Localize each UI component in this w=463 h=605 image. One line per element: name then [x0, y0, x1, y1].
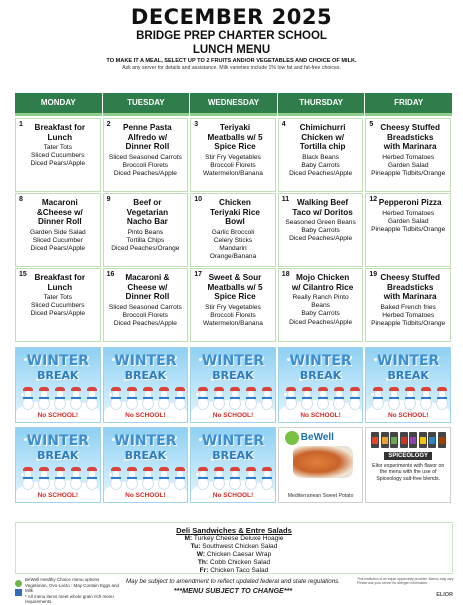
amendment-note: May be subject to amendment to reflect updated federal and state regulations.: [126, 578, 340, 585]
spice-jar-icon: [381, 432, 389, 448]
side-item: Sliced Seasoned Carrots: [108, 153, 182, 161]
no-school-label: No SCHOOL!: [125, 412, 166, 419]
side-item: Baby Carrots: [301, 161, 340, 169]
spice-jar-icon: [438, 432, 446, 448]
side-item: Tater Tots: [43, 294, 73, 301]
snowman-icon: [86, 390, 98, 412]
entree-name: Cheesy Stuffed Breadsticks with Marinara: [380, 123, 440, 151]
entree-name: Beef or Vegetarian Nacho Bar: [126, 198, 169, 226]
winter-title: WINTER: [114, 433, 177, 449]
snowman-icon: [285, 390, 297, 412]
snowman-icon: [126, 390, 138, 412]
bewell-promo: [278, 427, 364, 503]
side-item: Diced Peaches/Apple: [113, 169, 177, 177]
break-title: BREAK: [124, 369, 167, 382]
date-number: 5: [369, 121, 374, 128]
spiceology-promo: [365, 427, 451, 503]
entree-name: Teriyaki Meatballs w/ 5 Spice Rice: [207, 123, 263, 151]
snowman-icon: [22, 470, 34, 492]
side-item: Diced Peaches/Apple: [289, 169, 353, 177]
snowman-icon: [158, 390, 170, 412]
side-item: Celery Sticks: [213, 236, 253, 244]
deli-section: [15, 522, 453, 574]
side-item: Seasoned Green Beans: [285, 219, 356, 226]
entree-name: Breakfast for Lunch: [34, 123, 86, 142]
no-school-label: No SCHOOL!: [212, 492, 254, 499]
menu-calendar: [15, 93, 453, 525]
meal-details: [104, 198, 188, 253]
footer-legend: [25, 577, 125, 605]
meal-details: [191, 198, 275, 261]
day-cell: [278, 268, 364, 342]
spice-jar-icon: [428, 432, 436, 448]
page-title: DECEMBER 2025: [130, 5, 333, 29]
winter-break-tile: [365, 347, 451, 423]
legend-bewell: BeWell Healthy Choice menu options: [25, 577, 100, 582]
deli-row: [16, 535, 452, 543]
winter-break-tile: [15, 427, 101, 503]
elior-logo: ELIOR: [436, 592, 453, 598]
meal-details: [191, 123, 275, 178]
no-school-label: No SCHOOL!: [37, 412, 79, 419]
snowman-icon: [38, 470, 50, 492]
winter-title: WINTER: [377, 353, 440, 369]
snowman-icon: [142, 470, 154, 492]
side-item: Sliced Seasoned Carrots: [108, 303, 182, 311]
menu-type: LUNCH MENU: [192, 44, 271, 56]
day-cell: [365, 118, 451, 192]
day-cell: [103, 118, 189, 192]
side-item: Herbed Tomatoes: [382, 311, 435, 319]
winter-title: WINTER: [289, 353, 352, 369]
entree-name: Sweet & Sour Meatballs w/ 5 Spice Rice: [207, 273, 263, 301]
entree-name: Mojo Chicken w/ Cilantro Rice: [291, 273, 354, 292]
meal-details: [279, 273, 363, 327]
spice-jar-icon: [409, 432, 417, 448]
winter-break-tile: [15, 347, 101, 423]
side-item: Mandarin Orange/Banana: [209, 244, 257, 261]
deli-row: [16, 559, 452, 567]
entree-name: Walking Beef Taco w/ Doritos: [292, 198, 353, 217]
day-header-monday: MONDAY: [15, 93, 102, 113]
meal-details: [279, 123, 363, 178]
side-item: Broccoli Florets: [122, 311, 169, 319]
legend-wholegrain: * All menu items meet whole grain rich menu requirements.: [25, 593, 114, 604]
deli-day: W:: [196, 551, 206, 558]
spice-jar-icon: [400, 432, 408, 448]
snowman-icon: [70, 390, 82, 412]
deli-title: Deli Sandwiches & Entre Salads: [176, 526, 292, 535]
spiceology-logo: [366, 453, 450, 459]
vegetarian-icon: [15, 589, 22, 596]
entree-name: Cheesy Stuffed Breadsticks with Marinara: [380, 273, 440, 301]
no-school-label: No SCHOOL!: [37, 492, 79, 499]
break-title: BREAK: [212, 449, 254, 462]
side-item: Diced Pears/Apple: [30, 310, 86, 318]
side-item: Tortilla Chips: [126, 236, 165, 244]
day-cell: [365, 268, 451, 342]
entree-name: Breakfast for Lunch: [34, 273, 86, 292]
deli-item: Turkey Cheese Deluxe Hoagie: [193, 535, 284, 542]
day-cell: [190, 268, 276, 342]
bewell-leaf-icon: [285, 431, 299, 445]
snowman-icon: [372, 390, 384, 412]
side-item: Watermelon/Banana: [203, 169, 263, 177]
snowman-icon: [197, 470, 209, 492]
day-cell: [278, 118, 364, 192]
deli-row: [16, 551, 452, 559]
winter-break-tile: [103, 427, 189, 503]
date-number: 18: [281, 271, 290, 278]
snowman-icon: [38, 390, 50, 412]
date-number: 1: [19, 121, 23, 128]
meal-details: [366, 273, 450, 328]
break-title: BREAK: [387, 369, 429, 382]
meal-details: [191, 273, 275, 328]
date-number: 15: [19, 271, 27, 278]
snowman-icon: [349, 390, 361, 412]
side-item: Diced Pears/Apple: [30, 244, 86, 252]
side-item: Diced Peaches/Apple: [289, 318, 353, 326]
meal-instructions: TO MAKE IT A MEAL, SELECT UP TO 2 FRUITS AND/OR VEGETABLES AND CHOICE OF MILK.: [106, 58, 357, 64]
side-item: Garlic Broccoli: [211, 228, 255, 236]
snowman-icon: [142, 390, 154, 412]
snowman-icon: [261, 390, 273, 412]
snowman-icon: [110, 470, 122, 492]
meal-details: [16, 123, 100, 169]
side-item: Black Beans: [302, 153, 339, 161]
side-item: Broccoli Florets: [210, 311, 256, 319]
meal-details: [104, 123, 188, 178]
deli-item: Southwest Chicken Salad: [202, 543, 278, 550]
meal-details: [279, 198, 363, 244]
day-header-thursday: THURSDAY: [278, 93, 365, 113]
snowman-icon: [174, 390, 186, 412]
snowman-icon: [229, 470, 241, 492]
break-title: BREAK: [299, 369, 342, 382]
bewell-leaf-icon: [15, 580, 22, 587]
snowman-icon: [54, 470, 66, 492]
date-number: 9: [106, 196, 111, 203]
winter-title: WINTER: [26, 353, 89, 369]
side-item: Garden Side Salad: [29, 228, 86, 236]
no-school-label: No SCHOOL!: [125, 492, 166, 499]
entree-name: Macaroni &Cheese w/ Dinner Roll: [36, 198, 83, 226]
day-header-friday: FRIDAY: [365, 93, 452, 113]
winter-break-tile: [190, 427, 276, 503]
break-title: BREAK: [124, 449, 167, 462]
winter-break-tile: [190, 347, 276, 423]
school-name: BRIDGE PREP CHARTER SCHOOL: [136, 30, 327, 42]
side-item: Garden Salad: [387, 217, 429, 225]
meal-subinstructions: Ask any server for details and assistance. Milk varieties include 1% low fat and fat-free choices.: [122, 65, 341, 71]
meal-details: [366, 198, 450, 234]
winter-title: WINTER: [201, 353, 265, 369]
meal-details: [16, 198, 100, 253]
deli-day: M:: [184, 535, 193, 542]
winter-break-tile: [278, 347, 364, 423]
day-header-wednesday: WEDNESDAY: [190, 93, 277, 113]
side-item: Pineapple Tidbits/Orange: [371, 225, 446, 233]
day-cell: [103, 193, 189, 267]
side-item: Really Ranch Pinto Beans: [292, 294, 349, 310]
date-number: 10: [194, 196, 202, 203]
side-item: Watermelon/Banana: [203, 319, 263, 327]
footer: [0, 574, 463, 604]
day-cell: [365, 193, 451, 267]
header-accent-bar: [103, 113, 190, 116]
header-accent-bar: [190, 113, 277, 116]
side-item: Broccoli Florets: [210, 161, 256, 169]
date-number: 19: [369, 271, 378, 278]
side-item: Pineapple Tidbits/Orange: [371, 319, 446, 327]
legend-vegetarian: Vegetarian, Ovo-Lacto : May Contain Eggs and Milk: [25, 582, 120, 593]
day-cell: [15, 193, 101, 267]
side-item: Herbed Tomatoes: [382, 153, 435, 161]
snowman-icon: [261, 470, 273, 492]
side-item: Diced Peaches/Orange: [111, 244, 180, 252]
winter-title: WINTER: [201, 433, 265, 449]
winter-title: WINTER: [26, 433, 89, 449]
side-item: Stir Fry Vegetables: [205, 153, 261, 161]
snowman-icon: [301, 390, 313, 412]
date-number: 4: [281, 121, 286, 128]
snowman-icon: [317, 390, 329, 412]
side-item: Baked French fries: [380, 303, 436, 311]
meal-details: [366, 123, 450, 178]
spiceology-text: Elior experiments with flavor on the menu with the use of Spiceology salt-free blends.: [372, 463, 445, 482]
snowman-icon: [22, 390, 34, 412]
sweet-potato-photo: [293, 446, 353, 478]
snowman-icon: [158, 470, 170, 492]
no-school-label: No SCHOOL!: [300, 412, 341, 419]
meal-details: [104, 273, 188, 328]
deli-day: Tu:: [190, 543, 201, 550]
snowman-icon: [333, 390, 345, 412]
spice-jar-icon: [371, 432, 379, 448]
entree-name: Penne Pasta Alfredo w/ Dinner Roll: [123, 123, 172, 151]
date-number: 12: [369, 196, 378, 203]
date-number: 3: [194, 121, 199, 128]
break-title: BREAK: [212, 369, 254, 382]
day-header-tuesday: TUESDAY: [103, 93, 190, 113]
snowman-icon: [54, 390, 66, 412]
side-item: Sliced Cucumbers: [31, 302, 85, 310]
winter-title: WINTER: [114, 353, 177, 369]
header-accent-bar: [365, 113, 452, 116]
side-item: Sliced Cucumber: [32, 236, 83, 244]
snowman-icon: [197, 390, 209, 412]
entree-name: Chimichurri Chicken w/ Tortilla chip: [299, 123, 346, 151]
snowman-icon: [174, 470, 186, 492]
entree-name: Pepperoni Pizza: [378, 198, 442, 207]
header-accent-bar: [278, 113, 365, 116]
menu-header: [0, 6, 463, 71]
snowman-icon: [86, 470, 98, 492]
snowman-icon: [70, 470, 82, 492]
snowman-icon: [229, 390, 241, 412]
meal-details: [16, 273, 100, 319]
deli-day: Th:: [197, 559, 209, 566]
entree-name: Macaroni & Cheese w/ Dinner Roll: [125, 273, 170, 301]
date-number: 8: [19, 196, 23, 203]
date-number: 17: [194, 271, 202, 278]
side-item: Diced Peaches/Apple: [289, 235, 353, 243]
side-item: Broccoli Florets: [122, 161, 169, 169]
side-item: Tater Tots: [43, 144, 73, 151]
date-number: 2: [106, 121, 111, 128]
side-item: Diced Peaches/Apple: [113, 319, 177, 327]
side-item: Diced Pears/Apple: [30, 160, 86, 168]
date-number: 16: [106, 271, 115, 278]
deli-day: Fr:: [199, 567, 209, 574]
snowman-icon: [404, 390, 416, 412]
bewell-logo: BeWell: [300, 432, 334, 443]
entree-name: Chicken Teriyaki Rice Bowl: [210, 198, 260, 226]
fine-print: This institution is an equal opportunity provider. Menus may vary. Please ask your server for allergen information.: [357, 577, 455, 586]
header-accent-bar: [15, 113, 102, 116]
day-cell: [103, 268, 189, 342]
no-school-label: No SCHOOL!: [212, 412, 254, 419]
winter-break-tile: [103, 347, 189, 423]
snowman-icon: [213, 470, 225, 492]
spice-jars: [371, 432, 445, 450]
snowman-icon: [245, 390, 257, 412]
no-school-label: No SCHOOL!: [387, 412, 429, 419]
deli-item: Cobb Chicken Salad: [209, 559, 271, 566]
side-item: Pinto Beans: [127, 228, 164, 236]
snowman-icon: [213, 390, 225, 412]
side-item: Baby Carrots: [301, 310, 340, 318]
spice-jar-icon: [419, 432, 427, 448]
side-item: Pineapple Tidbits/Orange: [371, 169, 446, 177]
day-cell: [15, 118, 101, 192]
spiceology-brand-text: SPICEOLOGY: [384, 452, 432, 460]
spice-jar-icon: [390, 432, 398, 448]
date-number: 11: [281, 196, 290, 203]
deli-row: [16, 543, 452, 551]
side-item: Garden Salad: [387, 161, 429, 169]
side-item: Sliced Cucumbers: [31, 152, 85, 160]
deli-item: Chicken Caesar Wrap: [206, 551, 272, 558]
snowman-icon: [110, 390, 122, 412]
break-title: BREAK: [37, 369, 79, 382]
deli-item: Chicken Taco Salad: [210, 567, 269, 574]
day-cell: [190, 193, 276, 267]
break-title: BREAK: [37, 449, 79, 462]
day-cell: [15, 268, 101, 342]
snowman-icon: [436, 390, 448, 412]
bewell-caption: Mediterranean Sweet Potato: [287, 493, 354, 499]
day-cell: [190, 118, 276, 192]
snowman-icon: [420, 390, 432, 412]
side-item: Baby Carrots: [301, 227, 340, 235]
side-item: Stir Fry Vegetables: [205, 303, 261, 311]
snowman-icon: [388, 390, 400, 412]
snowman-icon: [245, 470, 257, 492]
subject-to-change-note: ***MENU SUBJECT TO CHANGE***: [173, 586, 293, 595]
snowman-icon: [126, 470, 138, 492]
side-item: Herbed Tomatoes: [382, 209, 435, 217]
day-cell: [278, 193, 364, 267]
